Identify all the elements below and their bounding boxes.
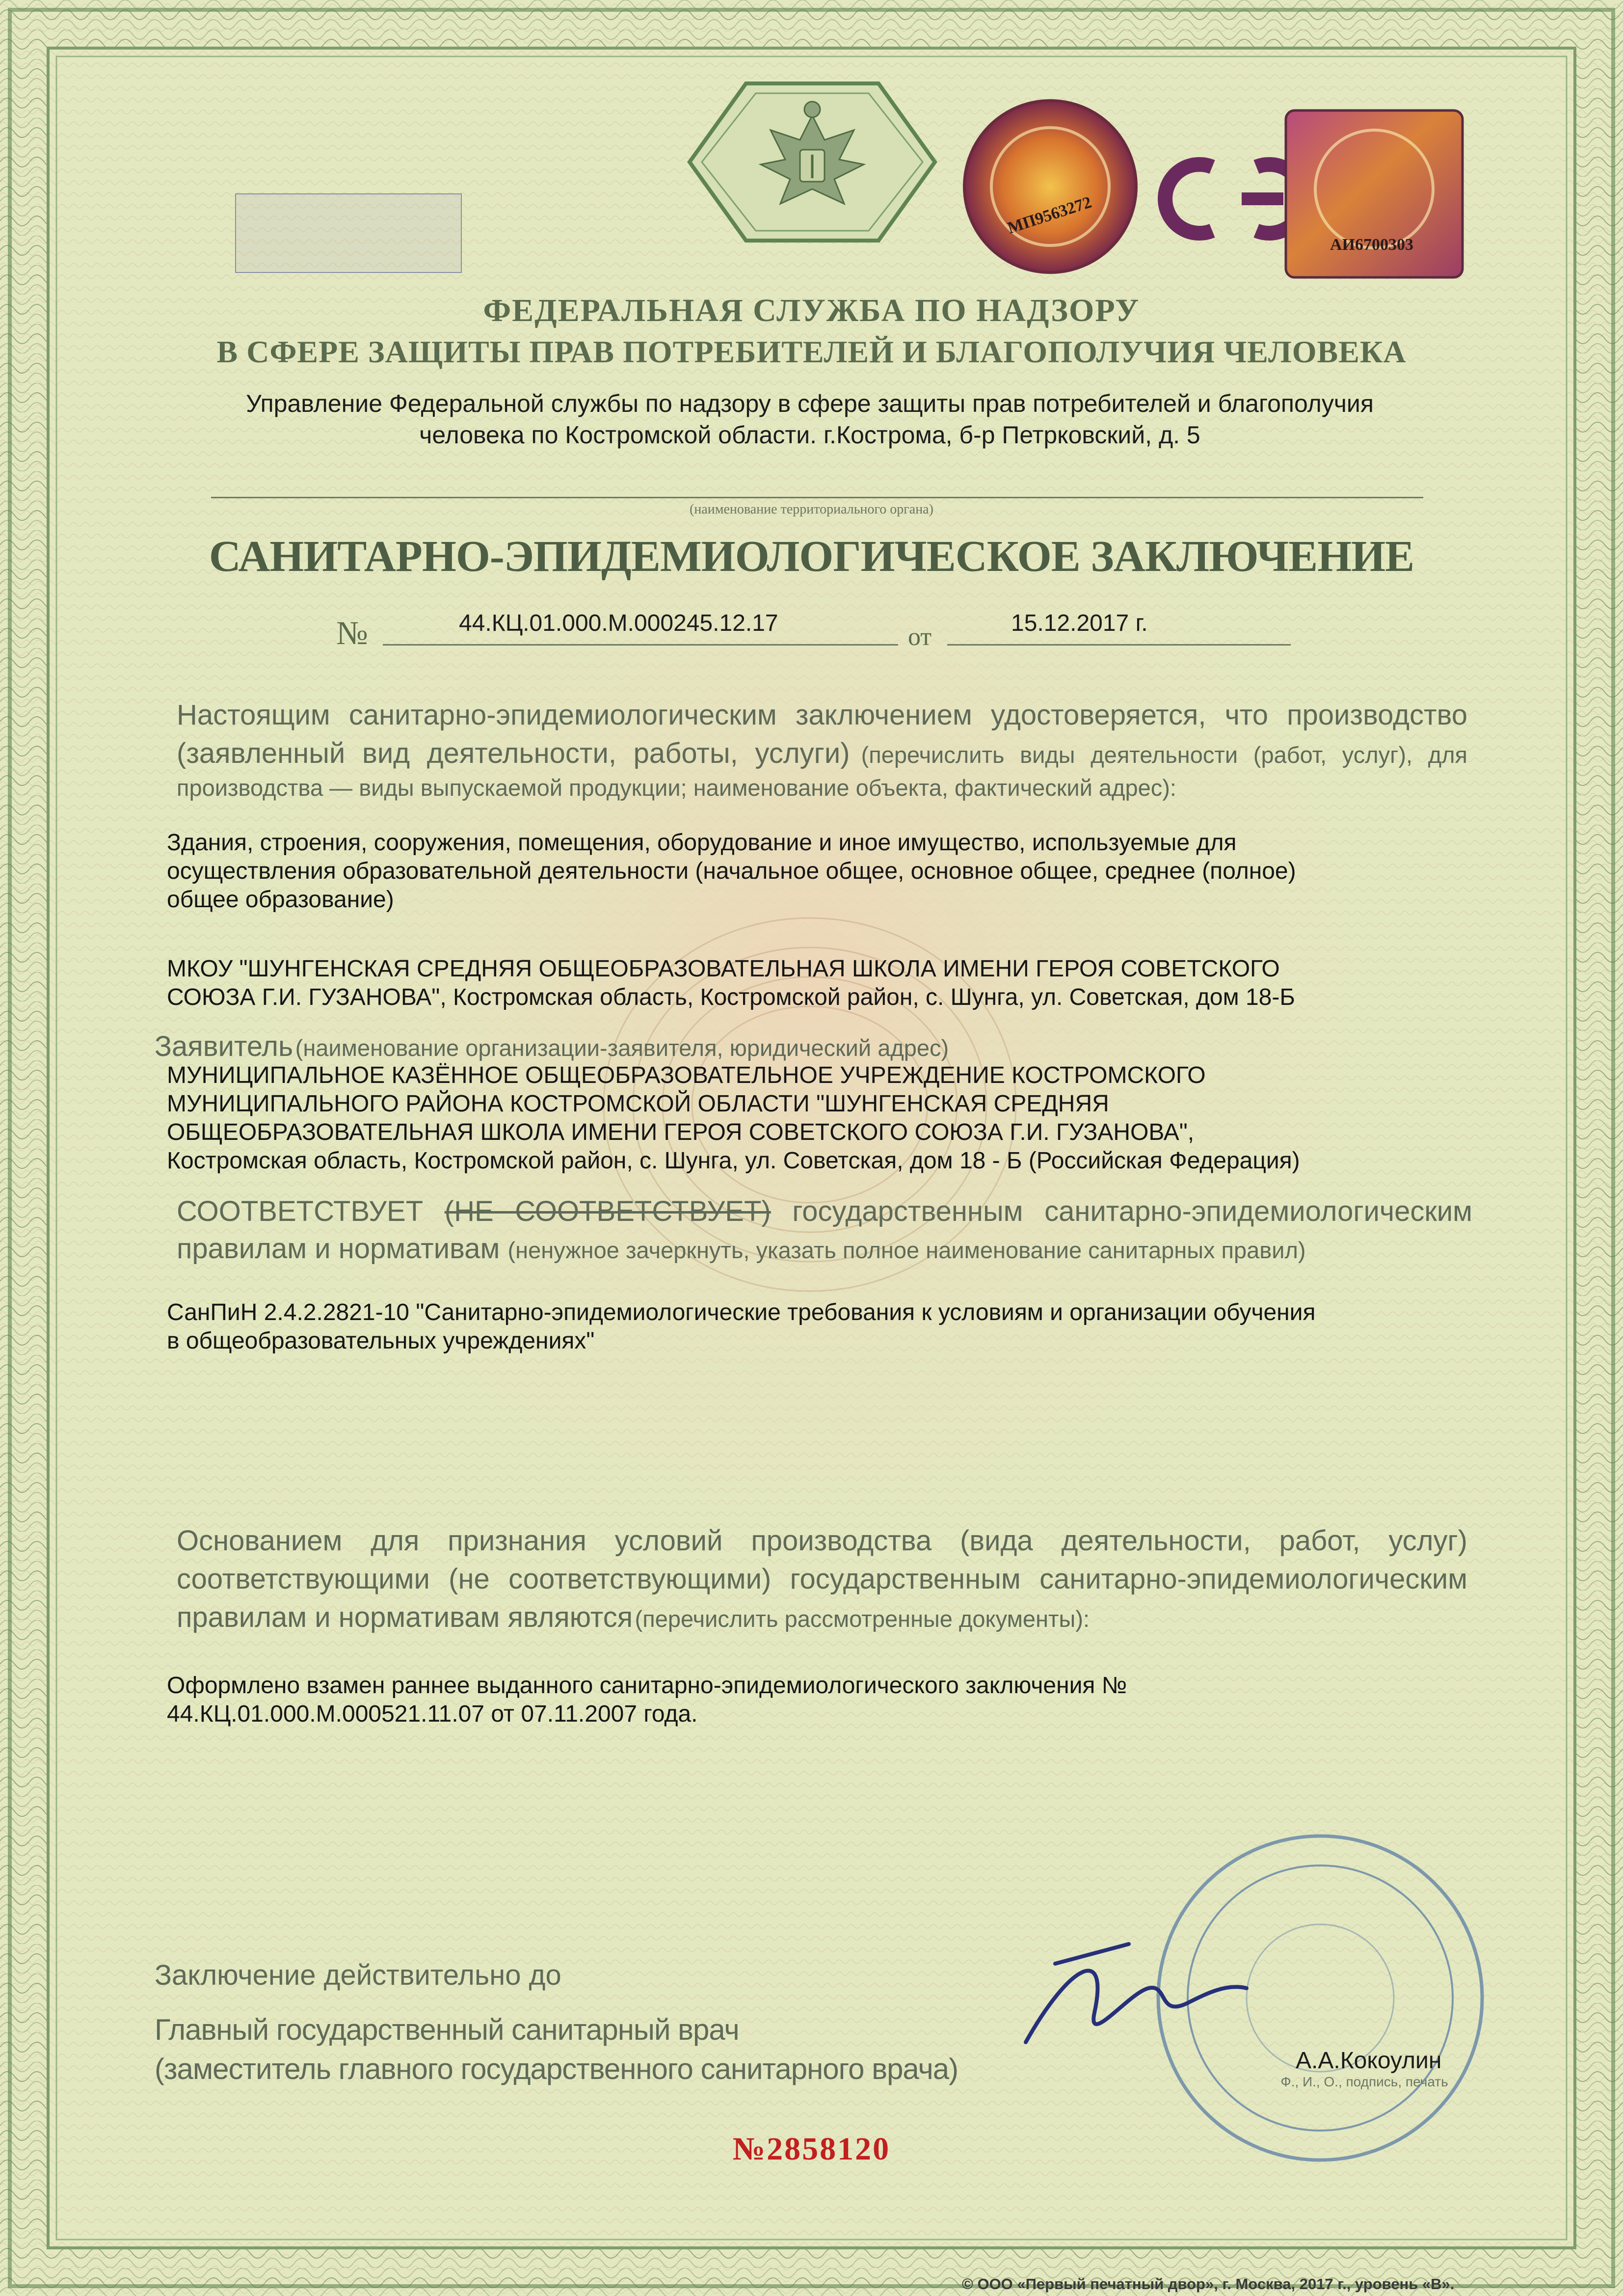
conclusion-number: 44.КЦ.01.000.М.000245.12.17: [459, 610, 778, 636]
basis-line2: 44.КЦ.01.000.М.000521.11.07 от 07.11.2007 года.: [167, 1701, 698, 1727]
signer-caption: Ф., И., О., подпись, печать: [1280, 2074, 1448, 2089]
intro-hint: (перечислить виды деятельности (работ, услуг), для производства — виды выпускаемой продукции; наименование объекта, фактический адрес):: [177, 742, 1467, 801]
office-underline: [211, 497, 1423, 498]
sanitary-rules: [167, 1298, 1512, 1355]
signer-name: А.А.Кокоулин: [1296, 2048, 1442, 2074]
applicant-line3: ОБЩЕОБРАЗОВАТЕЛЬНАЯ ШКОЛА ИМЕНИ ГЕРОЯ СОВЕТСКОГО СОЮЗА Г.И. ГУЗАНОВА",: [167, 1119, 1195, 1145]
valid-until-label: Заключение действительно до: [155, 1959, 561, 1991]
number-sign: №: [336, 614, 368, 651]
date-underline: [947, 644, 1291, 646]
printer-imprint: © ООО «Первый печатный двор», г. Москва, 2017 г., уровень «В».: [962, 2275, 1455, 2293]
intro-lead: Настоящим санитарно-эпидемиологическим заключением удостоверяется, что производство (заявленный вид деятельности, работы, услуги): [177, 699, 1467, 769]
hologram-right-code: АИ6700303: [1330, 236, 1413, 254]
eagle-emblem-icon: [751, 96, 874, 228]
applicant-line2: МУНИЦИПАЛЬНОГО РАЙОНА КОСТРОМСКОЙ ОБЛАСТИ "ШУНГЕНСКАЯ СРЕДНЯЯ: [167, 1091, 1109, 1117]
activity-line1: Здания, строения, сооружения, помещения, оборудование и иное имущество, используемые для: [167, 830, 1237, 856]
applicant-hint: (наименование организации-заявителя, юридический адрес): [295, 1035, 949, 1061]
applicant-label-row: [155, 1027, 1480, 1066]
object-line2: СОЮЗА Г.И. ГУЗАНОВА", Костромская область, Костромской район, с. Шунга, ул. Советская, дом 18-Б: [167, 984, 1295, 1010]
basis-hint: (перечислить рассмотренные документы):: [635, 1606, 1090, 1632]
territorial-office: [147, 388, 1472, 451]
date-from-label: от: [908, 623, 932, 651]
conclusion-date: 15.12.2017 г.: [1011, 610, 1148, 636]
agency-name-line1: ФЕДЕРАЛЬНАЯ СЛУЖБА ПО НАДЗОРУ: [483, 293, 1140, 328]
applicant-line4: Костромская область, Костромской район, с. Шунга, ул. Советская, дом 18 - Б (Российская Федерация): [167, 1148, 1300, 1174]
deputy-doctor-title: (заместитель главного государственного санитарного врача): [155, 2053, 958, 2085]
applicant-details: [167, 1061, 1512, 1175]
basis-paragraph: [177, 1522, 1467, 1637]
form-serial-number: №2858120: [732, 2131, 891, 2167]
basis-line1: Оформлено взамен раннее выданного санитарно-эпидемиологического заключения №: [167, 1673, 1127, 1699]
not-conforms-struck: (НЕ СООТВЕТСТВУЕТ): [444, 1195, 771, 1227]
conformity-rest: государственным санитарно-эпидемиологическим правилам и нормативам: [177, 1195, 1472, 1265]
conformity-hint: (ненужное зачеркнуть, указать полное наименование санитарных правил): [507, 1237, 1306, 1263]
object-line1: МКОУ "ШУНГЕНСКАЯ СРЕДНЯЯ ОБЩЕОБРАЗОВАТЕЛЬНАЯ ШКОЛА ИМЕНИ ГЕРОЯ СОВЕТСКОГО: [167, 956, 1280, 982]
activity-description: [167, 829, 1482, 914]
object-description: [167, 955, 1492, 1012]
applicant-line1: МУНИЦИПАЛЬНОЕ КАЗЁННОЕ ОБЩЕОБРАЗОВАТЕЛЬНОЕ УЧРЕЖДЕНИЕ КОСТРОМСКОГО: [167, 1062, 1206, 1088]
applicant-label: Заявитель: [155, 1030, 293, 1062]
basis-lead: Основанием для признания условий производства (вида деятельности, работ, услуг) соответствующими (не соответствующими) государственным санитарно-эпидемиологическим правилам и нормативам являются: [177, 1525, 1467, 1633]
conformity-statement: [177, 1193, 1472, 1268]
office-caption: (наименование территориального органа): [690, 502, 933, 517]
rules-line1: СанПиН 2.4.2.2821-10 "Санитарно-эпидемиологические требования к условиям и организации обучения: [167, 1299, 1316, 1325]
office-line1: Управление Федеральной службы по надзору в сфере защиты прав потребителей и благополучия: [246, 390, 1374, 417]
intro-paragraph: [177, 696, 1467, 803]
agency-name-line2: В СФЕРЕ ЗАЩИТЫ ПРАВ ПОТРЕБИТЕЛЕЙ И БЛАГОПОЛУЧИЯ ЧЕЛОВЕКА: [216, 334, 1407, 369]
conforms-word: СООТВЕТСТВУЕТ: [177, 1195, 424, 1227]
document-title: САНИТАРНО-ЭПИДЕМИОЛОГИЧЕСКОЕ ЗАКЛЮЧЕНИЕ: [209, 532, 1414, 581]
basis-documents: [167, 1672, 1492, 1729]
hologram-left-code: МП9563272: [1005, 193, 1094, 238]
rules-line2: в общеобразовательных учреждениях": [167, 1328, 595, 1354]
activity-line3: общее образование): [167, 887, 394, 913]
activity-line2: осуществления образовательной деятельности (начальное общее, основное общее, среднее (полное): [167, 858, 1296, 884]
chief-doctor-title: Главный государственный санитарный врач: [155, 2013, 739, 2046]
number-underline: [383, 644, 898, 646]
office-line2: человека по Костромской области. г.Кострома, б-р Петрковский, д. 5: [419, 421, 1200, 449]
